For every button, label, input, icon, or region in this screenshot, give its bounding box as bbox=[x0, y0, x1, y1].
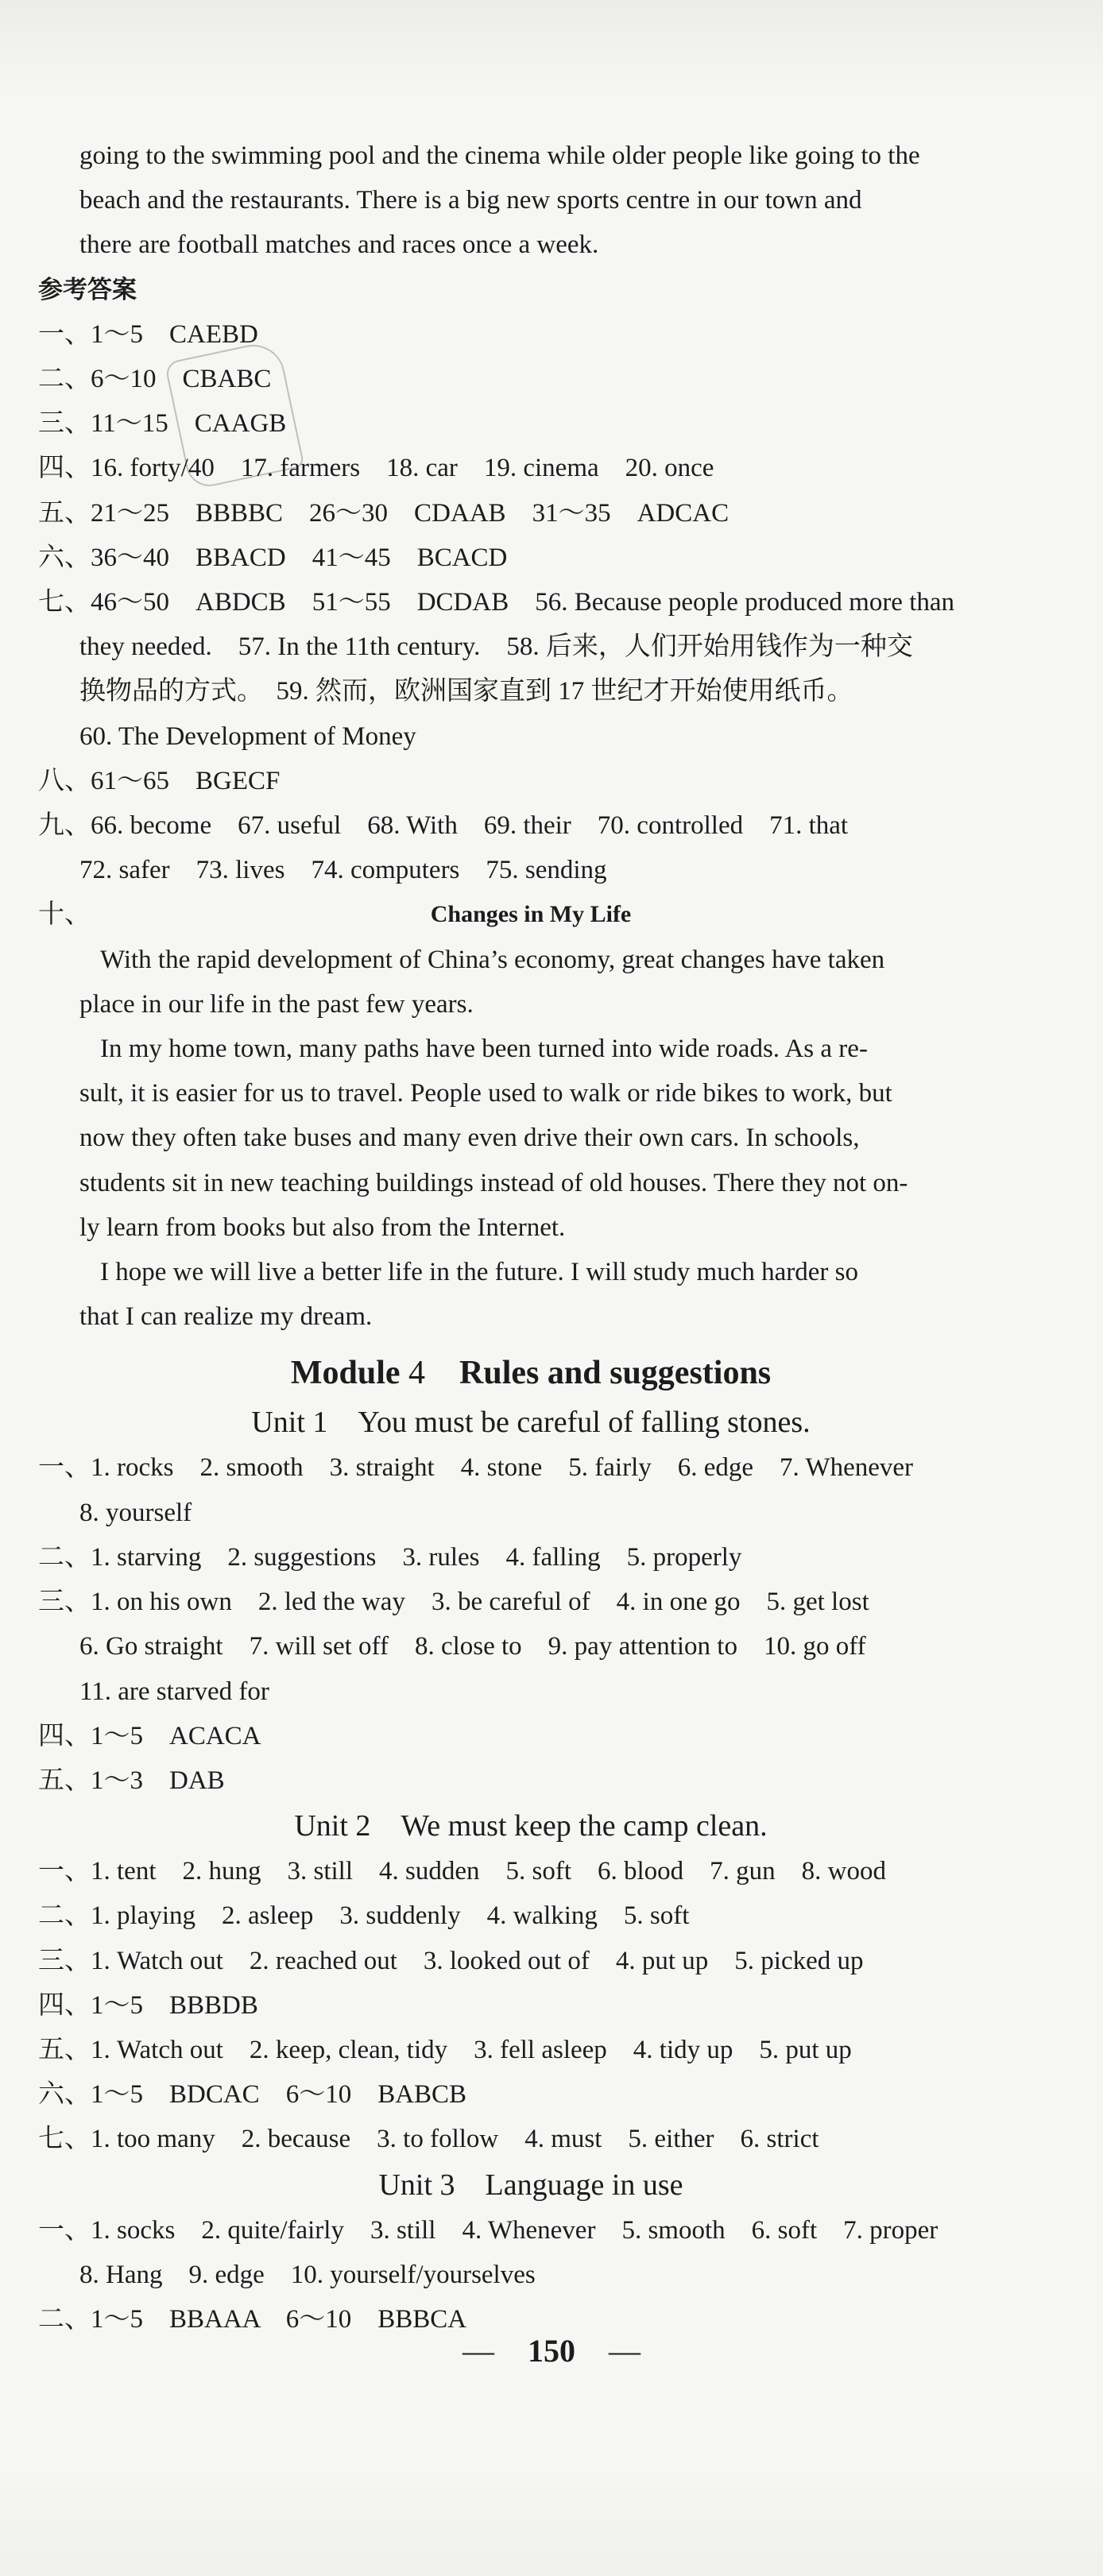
answer-line: 七、1. too many 2. because 3. to follow 4. must 5. either 6. strict bbox=[38, 2125, 819, 2154]
essay-line: I hope we will live a better life in the future. I will study much harder so bbox=[100, 1258, 858, 1287]
page-number bbox=[0, 2332, 1103, 2369]
answer-line: 11. are starved for bbox=[79, 1677, 269, 1706]
essay-label: 十、 bbox=[38, 900, 91, 930]
essay-line: that I can realize my dream. bbox=[79, 1302, 373, 1332]
module-number: 4 bbox=[408, 1355, 426, 1392]
answer-line: 一、1. tent 2. hung 3. still 4. sudden 5. soft 6. blood 7. gun 8. wood bbox=[38, 1857, 886, 1886]
answer-line: 三、1. on his own 2. led the way 3. be careful of 4. in one go 5. get lost bbox=[38, 1588, 869, 1617]
essay-title-row bbox=[38, 892, 1024, 937]
answer-line: 72. safer 73. lives 74. computers 75. sending bbox=[79, 856, 607, 885]
answer-line: 五、1～3 DAB bbox=[38, 1766, 225, 1795]
answer-line: 五、1. Watch out 2. keep, clean, tidy 3. fell asleep 4. tidy up 5. put up bbox=[38, 2035, 852, 2064]
page-dash-left: — bbox=[462, 2333, 494, 2369]
answer-line: 一、1. rocks 2. smooth 3. straight 4. stone 5. fairly 6. edge 7. Whenever bbox=[38, 1453, 914, 1483]
answer-line: they needed. 57. In the 11th century. 58. 后来，人们开始用钱作为一种交 bbox=[79, 632, 913, 662]
essay-line: In my home town, many paths have been turned into wide roads. As a re- bbox=[100, 1035, 868, 1064]
answer-line: 五、21～25 BBBBC 26～30 CDAAB 31～35 ADCAC bbox=[38, 498, 730, 528]
essay-line: ly learn from books but also from the Internet. bbox=[79, 1213, 566, 1242]
page-number-value: 150 bbox=[528, 2333, 575, 2369]
answer-line: 二、1. playing 2. asleep 3. suddenly 4. walking 5. soft bbox=[38, 1901, 690, 1931]
essay-line: now they often take buses and many even drive their own cars. In schools, bbox=[79, 1124, 860, 1153]
essay-line: place in our life in the past few years. bbox=[79, 989, 474, 1019]
answer-line: 一、1～5 CAEBD bbox=[38, 319, 258, 349]
unit-3-title: Unit 3 Language in use bbox=[378, 2168, 683, 2202]
answer-line: 四、1～5 BBBDB bbox=[38, 1990, 258, 2020]
answer-line: 八、61～65 BGECF bbox=[38, 766, 281, 795]
answer-line: 四、16. forty/40 17. farmers 18. car 19. cinema 20. once bbox=[38, 454, 714, 483]
answer-line: 二、6～10 CBABC bbox=[38, 365, 272, 394]
essay-line: With the rapid development of China’s economy, great changes have taken bbox=[100, 945, 885, 974]
answer-line: 换物品的方式。 59. 然而，欧洲国家直到 17 世纪才开始使用纸币。 bbox=[79, 677, 853, 706]
unit-2-title: Unit 2 We must keep the camp clean. bbox=[294, 1809, 768, 1843]
essay-line: students sit in new teaching buildings instead of old houses. There they not on- bbox=[79, 1168, 908, 1197]
answer-line: 三、11～15 CAAGB bbox=[38, 409, 287, 439]
intro-line: beach and the restaurants. There is a big new sports centre in our town and bbox=[79, 186, 862, 215]
essay-title: Changes in My Life bbox=[430, 901, 632, 928]
answer-line: 三、1. Watch out 2. reached out 3. looked out of 4. put up 5. picked up bbox=[38, 1946, 864, 1975]
answer-line: 七、46～50 ABDCB 51～55 DCDAB 56. Because people produced more than bbox=[38, 588, 955, 617]
essay-line: sult, it is easier for us to travel. People used to walk or ride bikes to work, but bbox=[79, 1079, 892, 1108]
intro-line: going to the swimming pool and the cinema while older people like going to the bbox=[79, 141, 920, 170]
answer-line: 二、1. starving 2. suggestions 3. rules 4. falling 5. properly bbox=[38, 1542, 742, 1572]
answer-line: 一、1. socks 2. quite/fairly 3. still 4. Whenever 5. smooth 6. soft 7. proper bbox=[38, 2215, 939, 2245]
answer-line: 二、1～5 BBAAA 6～10 BBBCA bbox=[38, 2304, 467, 2334]
page-dash-right: — bbox=[609, 2333, 641, 2369]
unit-1-title: Unit 1 You must be careful of falling stones. bbox=[251, 1406, 811, 1440]
answer-line: 8. yourself bbox=[79, 1498, 192, 1527]
answer-line: 四、1～5 ACACA bbox=[38, 1721, 261, 1750]
module-word: Module bbox=[290, 1355, 401, 1392]
answer-line: 6. Go straight 7. will set off 8. close to 9. pay attention to 10. go off bbox=[79, 1632, 866, 1661]
answer-line: 60. The Development of Money bbox=[79, 721, 416, 751]
module-title bbox=[38, 1347, 1024, 1399]
answer-heading: 参考答案 bbox=[38, 275, 137, 304]
answer-line: 六、1～5 BDCAC 6～10 BABCB bbox=[38, 2080, 467, 2110]
module-name: Rules and suggestions bbox=[459, 1355, 772, 1392]
answer-line: 六、36～40 BBACD 41～45 BCACD bbox=[38, 543, 508, 572]
content-column bbox=[38, 133, 1024, 2342]
answer-line: 8. Hang 9. edge 10. yourself/yourselves bbox=[79, 2260, 536, 2289]
answer-line: 九、66. become 67. useful 68. With 69. their 70. controlled 71. that bbox=[38, 811, 849, 841]
intro-line: there are football matches and races once a week. bbox=[79, 230, 599, 260]
